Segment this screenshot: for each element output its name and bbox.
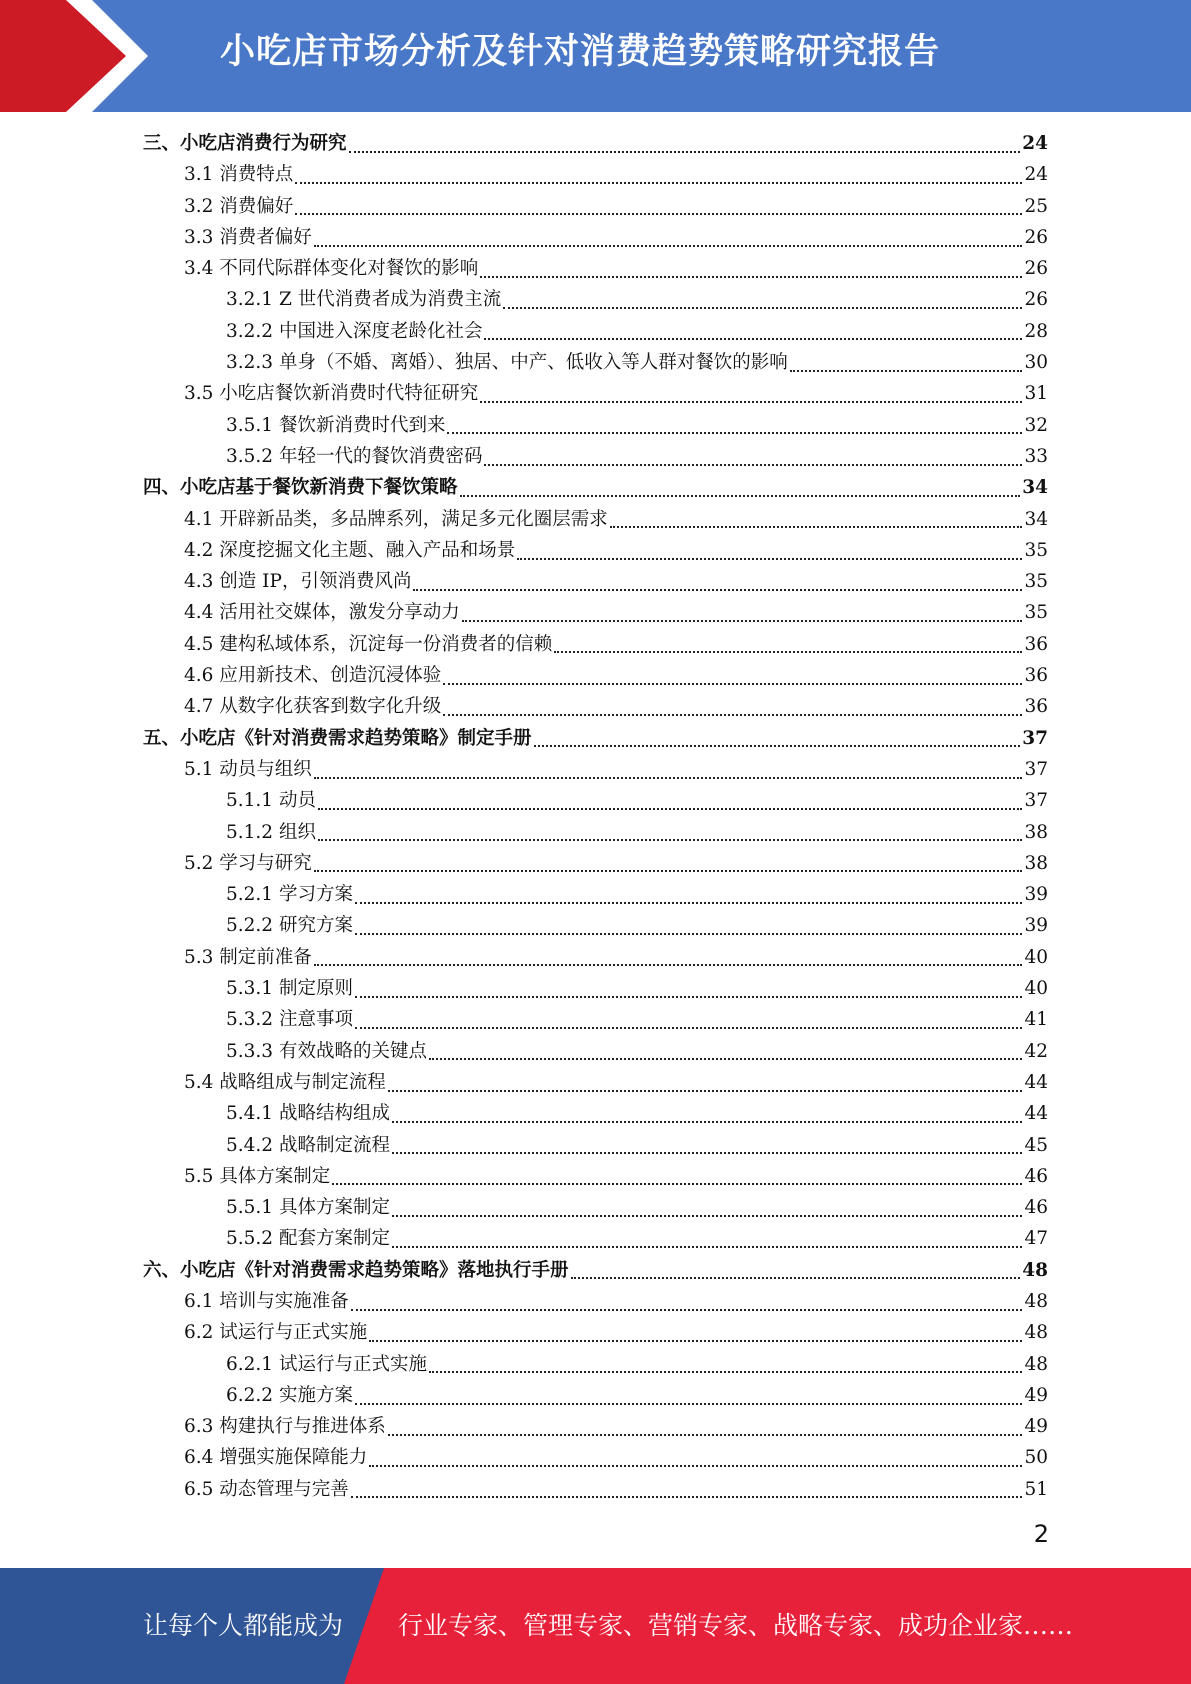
toc-entry[interactable] [143,1255,1048,1286]
toc-dot-leader [429,1371,1022,1373]
toc-entry-title: 5.5 具体方案制定 [184,1165,331,1187]
toc-dot-leader [460,495,1021,497]
toc-entry-page: 49 [1024,1384,1048,1406]
toc-entry-page: 48 [1022,1259,1048,1281]
toc-dot-leader [517,558,1022,560]
document-title: 小吃店市场分析及针对消费趋势策略研究报告 [220,32,941,72]
toc-entry-page: 40 [1024,978,1048,1000]
toc-entry[interactable] [143,1442,1048,1473]
toc-entry-page: 44 [1024,1103,1048,1125]
toc-entry-title: 5.4.1 战略结构组成 [226,1103,390,1125]
toc-dot-leader [355,1027,1023,1029]
toc-entry-title: 4.1 开辟新品类，多品牌系列，满足多元化圈层需求 [184,508,608,530]
toc-dot-leader [790,370,1023,372]
toc-dot-leader [447,432,1022,434]
toc-entry[interactable] [143,629,1048,660]
toc-entry-title: 6.4 增强实施保障能力 [184,1447,368,1469]
toc-entry-page: 38 [1024,821,1048,843]
toc-entry-title: 六、小吃店《针对消费需求趋势策略》落地执行手册 [143,1259,569,1281]
toc-entry-title: 6.1 培训与实施准备 [184,1290,349,1312]
toc-entry[interactable] [143,973,1048,1004]
toc-entry[interactable] [143,222,1048,253]
toc-dot-leader [314,870,1023,872]
toc-entry-page: 24 [1024,164,1048,186]
toc-dot-leader [295,213,1022,215]
toc-entry[interactable] [143,1349,1048,1380]
toc-dot-leader [429,1058,1022,1060]
toc-dot-leader [388,1434,1023,1436]
toc-dot-leader [503,307,1022,309]
toc-dot-leader [295,182,1022,184]
toc-entry-title: 5.1.1 动员 [226,790,316,812]
toc-entry-page: 35 [1024,602,1048,624]
toc-entry-page: 49 [1024,1416,1048,1438]
toc-entry-title: 5.1 动员与组织 [184,758,312,780]
toc-dot-leader [443,683,1022,685]
toc-entry-title: 5.2 学习与研究 [184,852,312,874]
toc-entry-page: 26 [1024,258,1048,280]
toc-dot-leader [314,777,1023,779]
toc-entry[interactable] [143,191,1048,222]
toc-entry-page: 33 [1024,445,1048,467]
toc-entry[interactable] [143,159,1048,190]
toc-entry[interactable] [143,253,1048,284]
toc-entry[interactable] [143,1411,1048,1442]
toc-entry[interactable] [143,879,1048,910]
toc-entry-page: 34 [1022,477,1048,499]
toc-dot-leader [480,276,1022,278]
toc-entry-page: 35 [1024,571,1048,593]
toc-entry[interactable] [143,691,1048,722]
toc-entry-page: 39 [1024,915,1048,937]
toc-entry-page: 24 [1022,133,1048,154]
toc-entry-page: 45 [1024,1134,1048,1156]
toc-dot-leader [480,401,1022,403]
toc-entry-title: 6.3 构建执行与推进体系 [184,1416,386,1438]
footer-slogan-left: 让每个人都能成为 [143,1611,344,1640]
toc-entry-title: 3.1 消费特点 [184,164,294,186]
toc-entry-title: 3.5.2 年轻一代的餐饮消费密码 [226,445,483,467]
toc-dot-leader [484,338,1022,340]
toc-entry-title: 5.3.1 制定原则 [226,978,353,1000]
toc-entry-title: 3.2.2 中国进入深度老龄化社会 [226,320,483,342]
toc-entry-page: 42 [1024,1040,1048,1062]
toc-entry-page: 41 [1024,1009,1048,1031]
toc-entry-title: 5.3.3 有效战略的关键点 [226,1040,427,1062]
toc-entry-title: 4.4 活用社交媒体，激发分享动力 [184,602,460,624]
toc-entry-page: 51 [1024,1478,1048,1500]
toc-dot-leader [355,996,1023,998]
toc-entry-title: 3.5 小吃店餐饮新消费时代特征研究 [184,383,479,405]
toc-entry-page: 36 [1024,633,1048,655]
toc-entry[interactable] [143,1098,1048,1129]
toc-entry[interactable] [143,1036,1048,1067]
toc-entry-title: 5.3.2 注意事项 [226,1009,353,1031]
toc-dot-leader [351,1496,1023,1498]
toc-entry[interactable] [143,378,1048,409]
toc-entry-title: 5.4 战略组成与制定流程 [184,1071,386,1093]
page-footer [0,1568,1191,1684]
toc-entry-title: 三、小吃店消费行为研究 [143,133,347,154]
toc-entry[interactable] [143,128,1048,159]
toc-dot-leader [314,964,1023,966]
toc-entry-page: 46 [1024,1197,1048,1219]
toc-entry-page: 39 [1024,884,1048,906]
toc-entry-page: 47 [1024,1228,1048,1250]
toc-entry[interactable] [143,817,1048,848]
toc-entry-title: 5.5.2 配套方案制定 [226,1228,390,1250]
toc-entry-page: 50 [1024,1447,1048,1469]
toc-dot-leader [369,1340,1022,1342]
toc-entry[interactable] [143,1380,1048,1411]
toc-entry-page: 32 [1024,414,1048,436]
toc-entry[interactable] [143,284,1048,315]
toc-entry[interactable] [143,347,1048,378]
toc-dot-leader [610,526,1023,528]
toc-dot-leader [413,589,1022,591]
toc-entry-title: 3.2 消费偏好 [184,195,294,217]
toc-entry-page: 25 [1024,195,1048,217]
toc-dot-leader [388,1090,1023,1092]
toc-entry[interactable] [143,754,1048,785]
toc-entry[interactable] [143,1161,1048,1192]
toc-entry-page: 35 [1024,539,1048,561]
toc-entry-page: 31 [1024,383,1048,405]
toc-entry[interactable] [143,316,1048,347]
toc-entry-title: 4.5 建构私域体系，沉淀每一份消费者的信赖 [184,633,553,655]
toc-entry-title: 4.2 深度挖掘文化主题、融入产品和场景 [184,539,516,561]
toc-entry-page: 28 [1024,320,1048,342]
toc-dot-leader [484,464,1022,466]
toc-entry-page: 38 [1024,852,1048,874]
toc-entry[interactable] [143,1067,1048,1098]
toc-entry-page: 36 [1024,665,1048,687]
toc-entry[interactable] [143,848,1048,879]
toc-dot-leader [314,245,1023,247]
toc-entry[interactable] [143,1223,1048,1254]
toc-entry-page: 48 [1024,1322,1048,1344]
toc-entry[interactable] [143,1317,1048,1348]
toc-entry-title: 4.6 应用新技术、创造沉浸体验 [184,665,442,687]
toc-entry-title: 6.5 动态管理与完善 [184,1478,349,1500]
toc-dot-leader [392,1121,1022,1123]
toc-entry-page: 34 [1024,508,1048,530]
toc-entry-title: 五、小吃店《针对消费需求趋势策略》制定手册 [143,727,532,749]
toc-dot-leader [355,933,1023,935]
toc-entry-page: 44 [1024,1071,1048,1093]
toc-entry[interactable] [143,1192,1048,1223]
toc-entry[interactable] [143,504,1048,535]
toc-dot-leader [349,151,1021,153]
toc-dot-leader [355,902,1023,904]
toc-dot-leader [462,620,1023,622]
toc-dot-leader [318,839,1023,841]
toc-entry-page: 48 [1024,1353,1048,1375]
toc-entry[interactable] [143,723,1048,754]
toc-dot-leader [318,808,1023,810]
page-header [0,0,1191,112]
toc-entry-page: 40 [1024,946,1048,968]
toc-dot-leader [534,745,1021,747]
toc-entry-page: 36 [1024,696,1048,718]
toc-entry[interactable] [143,1286,1048,1317]
toc-entry[interactable] [143,785,1048,816]
toc-entry-title: 3.3 消费者偏好 [184,226,312,248]
toc-entry-page: 26 [1024,226,1048,248]
toc-entry-title: 3.5.1 餐饮新消费时代到来 [226,414,446,436]
table-of-contents [143,128,1048,1505]
toc-entry-page: 30 [1024,352,1048,374]
toc-entry-page: 37 [1024,758,1048,780]
toc-dot-leader [332,1183,1022,1185]
toc-dot-leader [392,1152,1022,1154]
toc-entry[interactable] [143,660,1048,691]
header-arrow-decoration [0,0,150,112]
toc-entry-title: 5.2.1 学习方案 [226,884,353,906]
toc-dot-leader [443,714,1022,716]
toc-entry-title: 5.5.1 具体方案制定 [226,1197,390,1219]
toc-entry-title: 5.1.2 组织 [226,821,316,843]
toc-entry-title: 6.2.2 实施方案 [226,1384,353,1406]
toc-entry-title: 5.4.2 战略制定流程 [226,1134,390,1156]
toc-entry[interactable] [143,910,1048,941]
toc-entry-title: 3.4 不同代际群体变化对餐饮的影响 [184,258,479,280]
toc-dot-leader [392,1215,1022,1217]
toc-entry-title: 3.2.3 单身（不婚、离婚）、独居、中产、低收入等人群对餐饮的影响 [226,352,788,374]
toc-entry-title: 3.2.1 Z 世代消费者成为消费主流 [226,289,502,311]
toc-entry-page: 46 [1024,1165,1048,1187]
toc-entry[interactable] [143,441,1048,472]
toc-entry[interactable] [143,1474,1048,1505]
toc-entry-page: 37 [1022,727,1048,749]
toc-dot-leader [369,1465,1022,1467]
toc-dot-leader [571,1277,1021,1279]
toc-entry[interactable] [143,597,1048,628]
toc-dot-leader [351,1309,1023,1311]
toc-entry[interactable] [143,942,1048,973]
toc-entry-title: 6.2.1 试运行与正式实施 [226,1353,427,1375]
toc-entry-page: 37 [1024,790,1048,812]
page-number: 2 [1033,1520,1049,1548]
toc-dot-leader [392,1246,1022,1248]
toc-entry-title: 四、小吃店基于餐饮新消费下餐饮策略 [143,477,458,499]
toc-entry-title: 4.7 从数字化获客到数字化升级 [184,696,442,718]
toc-dot-leader [554,651,1022,653]
toc-entry[interactable] [143,410,1048,441]
toc-entry[interactable] [143,1130,1048,1161]
toc-entry-page: 48 [1024,1290,1048,1312]
toc-entry[interactable] [143,535,1048,566]
toc-entry-title: 4.3 创造 IP，引领消费风尚 [184,571,412,593]
toc-entry[interactable] [143,566,1048,597]
toc-entry[interactable] [143,1004,1048,1035]
toc-entry[interactable] [143,472,1048,503]
toc-entry-title: 5.3 制定前准备 [184,946,312,968]
toc-entry-title: 5.2.2 研究方案 [226,915,353,937]
toc-dot-leader [355,1403,1023,1405]
toc-entry-page: 26 [1024,289,1048,311]
footer-slogan-right: 行业专家、管理专家、营销专家、战略专家、成功企业家…… [398,1611,1074,1640]
toc-entry-title: 6.2 试运行与正式实施 [184,1322,368,1344]
